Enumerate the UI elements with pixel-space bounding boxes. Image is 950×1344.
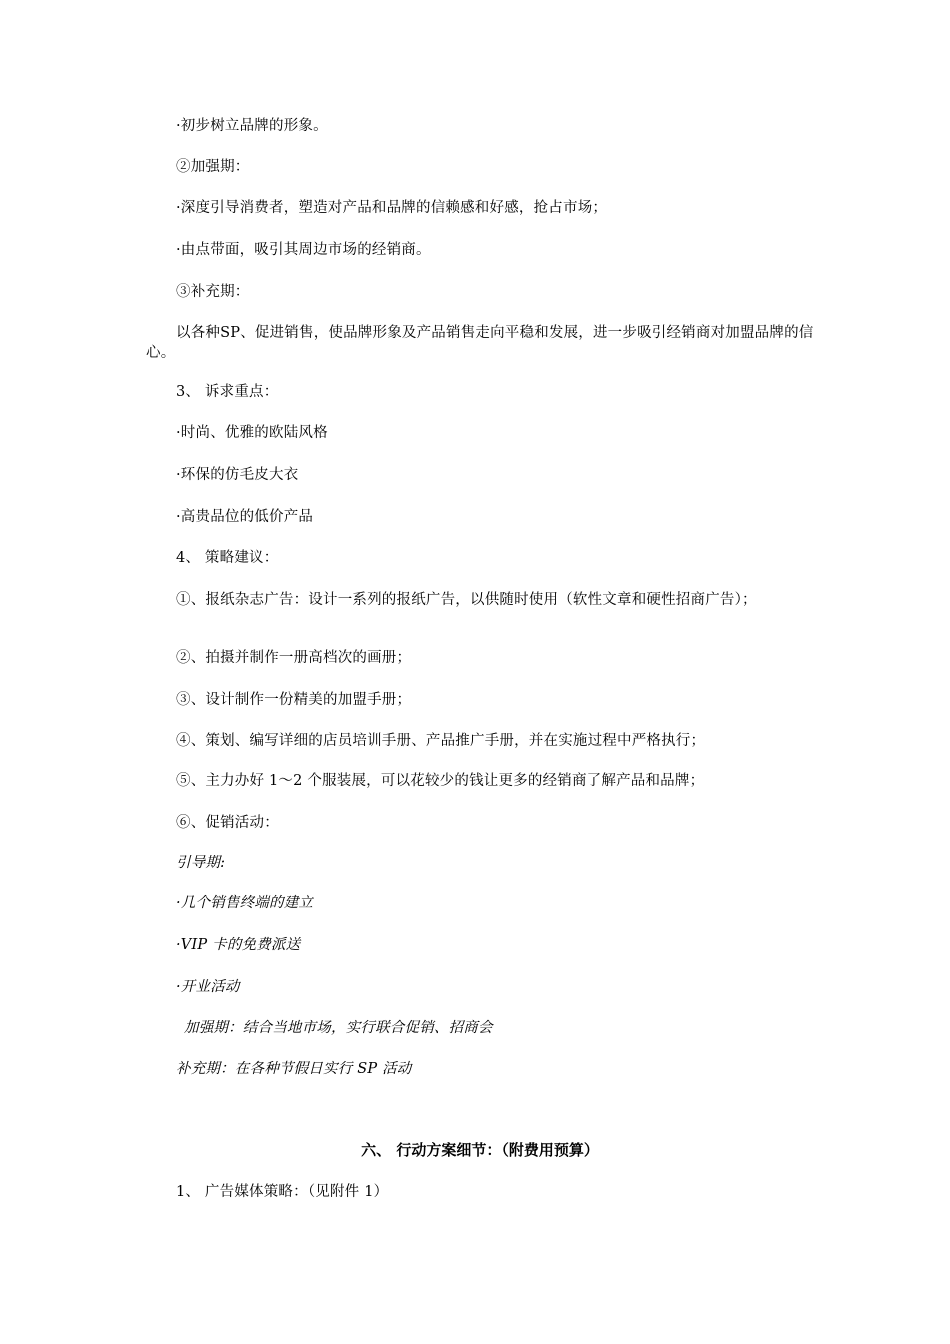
supplement-paragraph: 以各种SP、促进销售，使品牌形象及产品销售走向平稳和发展，进一步吸引经销商对加盟品牌的信心。	[146, 325, 814, 361]
bullet-point-to-area: ·由点带面，吸引其周边市场的经销商。	[176, 242, 431, 258]
bullet-establish-brand-image: ·初步树立品牌的形象。	[176, 118, 328, 134]
strengthen-phase-line: 加强期：结合当地市场，实行联合促销、招商会	[184, 1020, 493, 1036]
strategy-item-3: ③、设计制作一份精美的加盟手册；	[176, 692, 412, 708]
guide-phase-label: 引导期:	[176, 855, 226, 871]
appeal-item-style: ·时尚、优雅的欧陆风格	[176, 425, 328, 441]
guide-item-vip-card: ·VIP 卡的免费派送	[176, 937, 301, 953]
guide-item-terminals: ·几个销售终端的建立	[176, 895, 314, 911]
appeal-focus-heading: 3、 诉求重点：	[176, 384, 279, 400]
phase-supplement-heading: ③补充期：	[176, 284, 250, 300]
strategy-item-5: ⑤、主力办好 1～2 个服装展，可以花较少的钱让更多的经销商了解产品和品牌；	[176, 773, 705, 789]
supplement-phase-line: 补充期：在各种节假日实行 SP 活动	[176, 1061, 412, 1077]
appeal-item-price: ·高贵品位的低价产品	[176, 509, 314, 525]
strategy-item-1: ①、报纸杂志广告：设计一系列的报纸广告，以供随时使用（软性文章和硬性招商广告）；	[176, 592, 757, 608]
section-six-heading: 六、 行动方案细节：（附费用预算）	[361, 1141, 599, 1159]
strategy-item-4: ④、策划、编写详细的店员培训手册、产品推广手册，并在实施过程中严格执行；	[176, 733, 706, 749]
strategy-item-6: ⑥、促销活动：	[176, 815, 279, 831]
guide-item-opening: ·开业活动	[176, 979, 240, 995]
strategy-heading: 4、 策略建议：	[176, 550, 279, 566]
appeal-item-fur: ·环保的仿毛皮大衣	[176, 467, 299, 483]
ad-media-strategy-line: 1、 广告媒体策略：（见附件 1）	[176, 1184, 389, 1200]
bullet-guide-consumers: ·深度引导消费者，塑造对产品和品牌的信赖感和好感，抢占市场；	[176, 200, 608, 216]
phase-strengthen-heading: ②加强期：	[176, 159, 250, 175]
strategy-item-2: ②、拍摄并制作一册高档次的画册；	[176, 650, 412, 666]
